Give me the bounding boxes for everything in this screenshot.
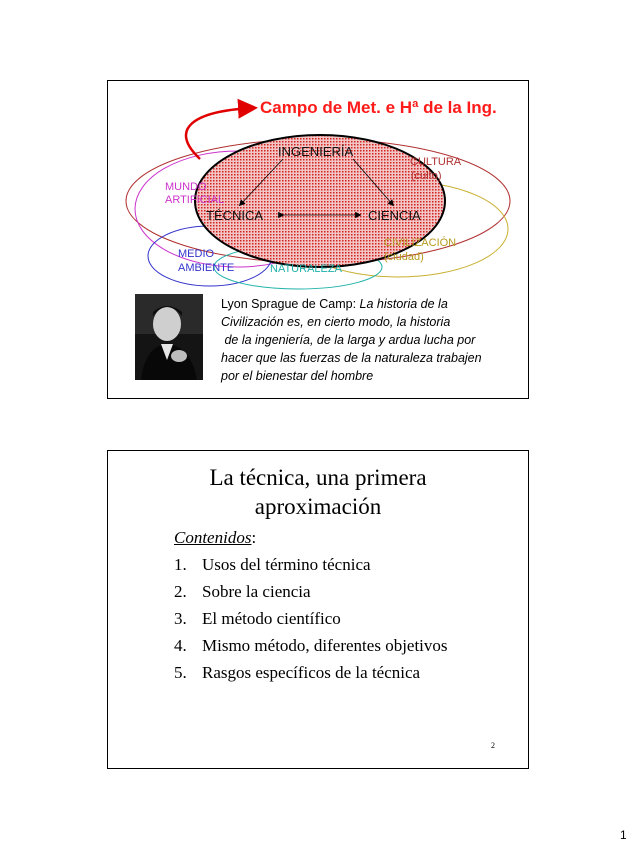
- list-item: [174, 635, 452, 657]
- label-ingenieria: INGENIERÍA: [278, 144, 354, 159]
- slide-number: 2: [491, 741, 495, 750]
- list-item-number: 2.: [174, 582, 187, 601]
- list-item-text: Mismo método, diferentes objetivos: [202, 636, 448, 655]
- list-item-number: 3.: [174, 609, 187, 628]
- label-ciudad: (ciudad): [384, 251, 424, 263]
- label-artificial: ARTIFICIAL: [165, 194, 225, 206]
- quote-line1-italic: La historia de la: [359, 297, 448, 311]
- contents-heading: [174, 528, 256, 548]
- list-item-text: Usos del término técnica: [202, 555, 371, 574]
- label-ciencia: CIENCIA: [368, 208, 421, 223]
- label-tecnica: TÉCNICA: [206, 208, 264, 223]
- quote-line1-normal: Lyon Sprague de Camp:: [221, 297, 360, 311]
- label-naturaleza: NATURALEZA: [270, 263, 342, 275]
- contents-list: [174, 554, 492, 689]
- label-cultura: CULTURA: [410, 156, 462, 168]
- label-mundo: MUNDO: [165, 181, 207, 193]
- quote-line4: hacer que las fuerzas de la naturaleza trabajen: [221, 351, 482, 365]
- list-item-text: Sobre la ciencia: [202, 582, 311, 601]
- slide-1: [107, 80, 529, 399]
- portrait-photo: [135, 294, 203, 380]
- page-number: 1: [620, 828, 627, 842]
- list-item-number: 1.: [174, 555, 187, 574]
- list-item: [174, 608, 492, 630]
- list-item: [174, 662, 492, 684]
- quote-line5: por el bienestar del hombre: [221, 369, 374, 383]
- diagram-title: Campo de Met. e Hª de la Ing.: [260, 98, 497, 117]
- contents-heading-text: Contenidos: [174, 528, 252, 547]
- label-medio: MEDIO: [178, 248, 215, 260]
- slide-title: [108, 463, 528, 521]
- label-ambiente: AMBIENTE: [178, 262, 235, 274]
- list-item: [174, 581, 492, 603]
- list-item-text: El método científico: [202, 609, 341, 628]
- label-culto: (culto): [411, 170, 442, 182]
- slide-2: [107, 450, 529, 769]
- list-item-text: Rasgos específicos de la técnica: [202, 663, 421, 682]
- slide-title-line1: La técnica, una primera: [209, 465, 427, 490]
- list-item-number: 4.: [174, 636, 187, 655]
- list-item: [174, 554, 492, 576]
- quote-text: [221, 295, 526, 385]
- label-civilizacion: CIVILIZACIÓN: [384, 237, 457, 249]
- quote-line3: de la ingeniería, de la larga y ardua lucha por: [221, 333, 476, 347]
- quote-line2: Civilización es, en cierto modo, la historia: [221, 315, 451, 329]
- list-item-number: 5.: [174, 663, 187, 682]
- contents-heading-colon: :: [251, 528, 257, 547]
- slide-title-line2: aproximación: [254, 494, 382, 519]
